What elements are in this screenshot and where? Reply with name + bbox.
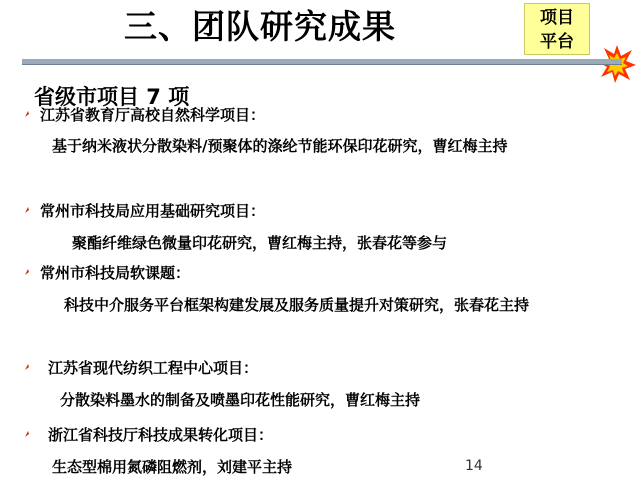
project-heading: 常州市科技局应用基础研究项目： bbox=[40, 202, 266, 220]
project-detail: 科技中介服务平台框架构建发展及服务质量提升对策研究，张春花主持 bbox=[64, 296, 530, 314]
subheading: 省级市项目 7 项 bbox=[34, 85, 190, 109]
slide-title: 三、团队研究成果 bbox=[124, 7, 396, 46]
project-detail: 基于纳米液状分散染料/预聚体的涤纶节能环保印花研究，曹红梅主持 bbox=[52, 137, 508, 155]
badge-line-2: 平台 bbox=[540, 32, 574, 52]
bullet-icon bbox=[24, 430, 32, 438]
project-platform-badge bbox=[524, 3, 590, 55]
project-heading: 江苏省教育厅高校自然科学项目： bbox=[40, 106, 266, 124]
project-detail: 生态型棉用氮磷阻燃剂，刘建平主持 bbox=[52, 458, 293, 476]
bullet-icon bbox=[24, 206, 32, 214]
bullet-icon bbox=[24, 363, 32, 371]
bullet-icon bbox=[24, 110, 32, 118]
project-heading: 浙江省科技厅科技成果转化项目： bbox=[48, 426, 274, 444]
page-number: 14 bbox=[465, 458, 483, 474]
project-detail: 分散染料墨水的制备及喷墨印花性能研究，曹红梅主持 bbox=[60, 391, 421, 409]
project-heading: 江苏省现代纺织工程中心项目： bbox=[48, 359, 259, 377]
bullet-icon bbox=[24, 268, 32, 276]
title-underline bbox=[22, 59, 622, 65]
badge-line-1: 项目 bbox=[540, 8, 574, 28]
project-detail: 聚酯纤维绿色微量印花研究，曹红梅主持，张春花等参与 bbox=[72, 234, 448, 252]
project-heading: 常州市科技局软课题： bbox=[40, 264, 191, 282]
